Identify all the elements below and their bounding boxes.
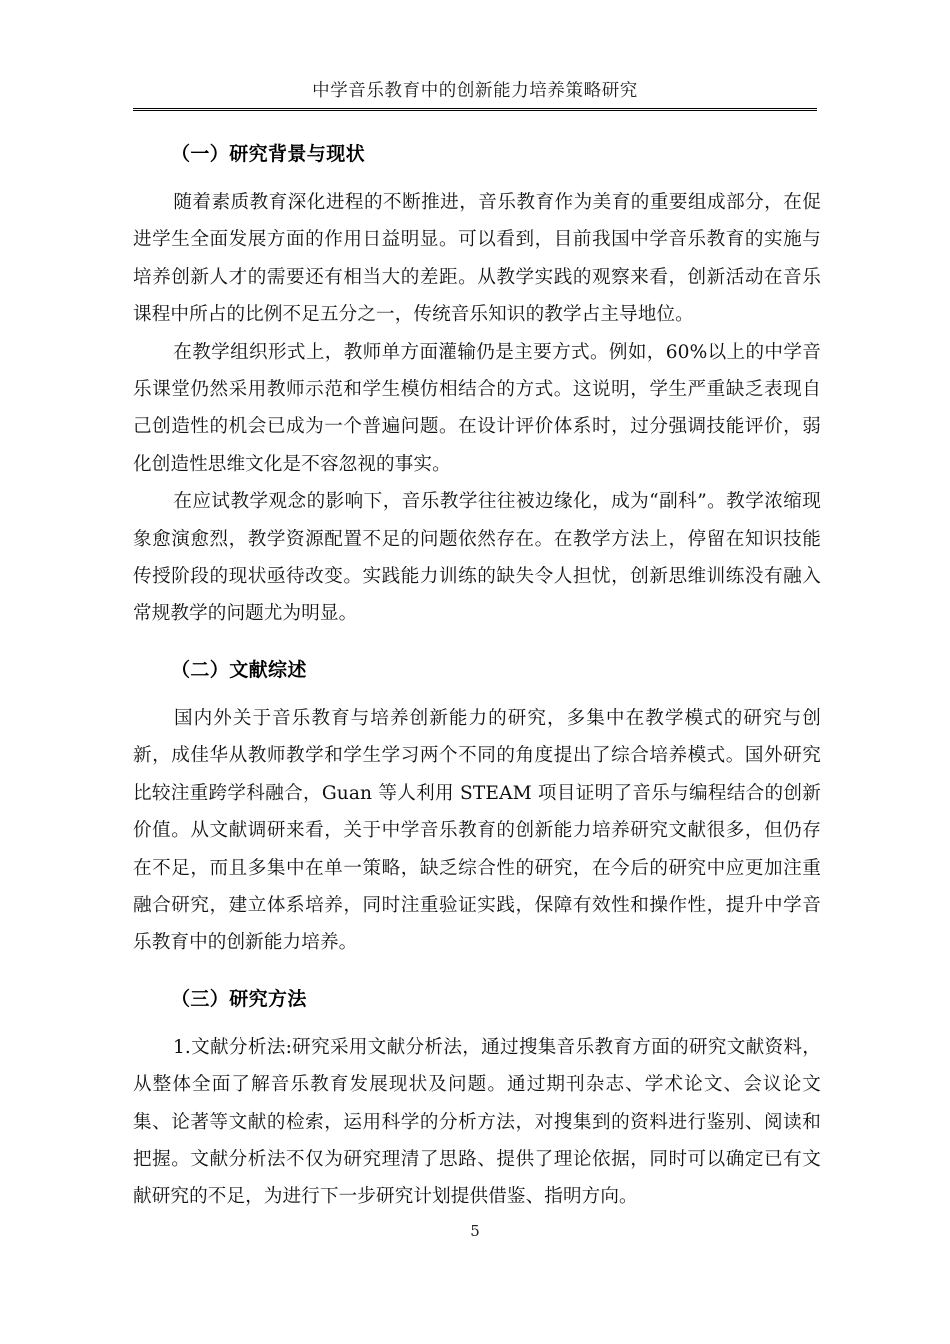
spacer	[133, 1019, 821, 1029]
running-header-title: 中学音乐教育中的创新能力培养策略研究	[312, 81, 638, 101]
spacer	[133, 962, 821, 979]
paragraph-background-2	[133, 334, 821, 484]
header-rule-upper	[133, 108, 817, 109]
spacer	[133, 690, 821, 700]
paragraph-text: 在应试教学观念的影响下，音乐教学往往被边缘化，成为“副科”。教学浓缩现象愈演愈烈，教学资源配置不足的问题依然存在。在教学方法上，停留在知识技能传授阶段的现状亟待改变。实践能力训练的缺失令人担忧，创新思维训练没有融入常规教学的问题尤为明显。	[133, 491, 821, 625]
running-header	[133, 78, 817, 111]
section-heading-literature-review: （二）文献综述	[171, 658, 307, 681]
paragraph-text: 1.文献分析法:研究采用文献分析法，通过搜集音乐教育方面的研究文献资料，从整体全面了解音乐教育发展现状及问题。通过期刊杂志、学术论文、会议论文集、论著等文献的检索，运用科学的分析方法，对搜集到的资料进行鉴别、阅读和把握。文献分析法不仅为研究理清了思路、提供了理论依据，同时可以确定已有文献研究的不足，为进行下一步研究计划提供借鉴、指明方向。	[133, 1036, 821, 1208]
spacer	[133, 633, 821, 650]
section-heading-research-methods: （三）研究方法	[171, 987, 307, 1010]
section-heading-research-background: （一）研究背景与现状	[171, 143, 366, 165]
header-rule-lower	[133, 110, 817, 111]
paragraph-background-3	[133, 483, 821, 633]
document-body	[133, 134, 821, 1216]
paragraph-text: 在教学组织形式上，教师单方面灌输仍是主要方式。例如，60%以上的中学音乐课堂仍然采用教师示范和学生模仿相结合的方式。这说明，学生严重缺乏表现自己创造性的机会已成为一个普遍问题。在设计评价体系时，过分强调技能评价，弱化创造性思维文化是不容忽视的事实。	[133, 341, 821, 475]
paragraph-background-1	[133, 184, 821, 334]
paragraph-text: 随着素质教育深化进程的不断推进，音乐教育作为美育的重要组成部分，在促进学生全面发展方面的作用日益明显。可以看到，目前我国中学音乐教育的实施与培养创新人才的需要还有相当大的差距。从教学实践的观察来看，创新活动在音乐课程中所占的比例不足五分之一，传统音乐知识的教学占主导地位。	[133, 192, 821, 326]
paragraph-methods-1	[133, 1029, 821, 1216]
page-number: 5	[470, 1222, 480, 1240]
paragraph-text: 国内外关于音乐教育与培养创新能力的研究，多集中在教学模式的研究与创新，成佳华从教师教学和学生学习两个不同的角度提出了综合培养模式。国外研究比较注重跨学科融合，Guan 等人利用 STEAM 项目证明了音乐与编程结合的创新价值。从文献调研来看，关于中学音乐教育的创新能力培养研究文献很多，但仍存在不足，而且多集中在单一策略，缺乏综合性的研究，在今后的研究中应更加注重融合研究，建立体系培养，同时注重验证实践，保障有效性和操作性，提升中学音乐教育中的创新能力培养。	[133, 707, 821, 954]
spacer	[133, 174, 821, 184]
paragraph-literature-1	[133, 700, 821, 962]
